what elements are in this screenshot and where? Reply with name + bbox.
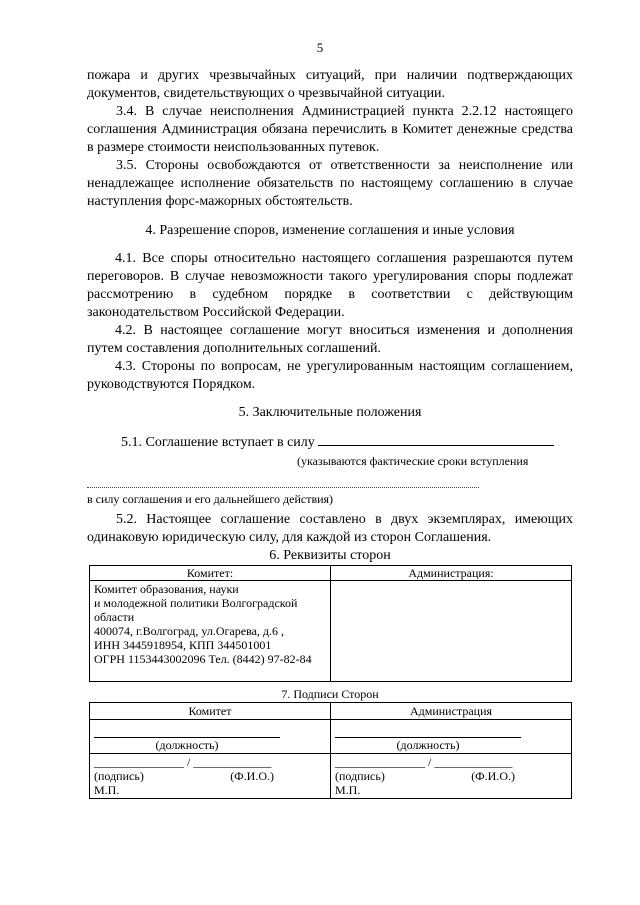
position-blank	[94, 723, 280, 738]
committee-line: ОГРН 1153443002096 Тел. (8442) 97-82-84	[94, 652, 312, 666]
paragraph-4-1: 4.1. Все споры относительно настоящего соглашения разрешаются путем переговоров. В случае невозможности такого урегулирования споры подлежат рассмотрению в судебном порядке в соответствии с действующим законодательством Российской Федерации.	[87, 251, 573, 320]
effective-date-note: (указываются фактические сроки вступления	[297, 454, 529, 468]
sign-labels	[94, 769, 274, 783]
sign-blank: _______________ / _____________	[335, 755, 513, 769]
paragraph-5-1	[87, 432, 573, 452]
requisites-table	[89, 565, 572, 682]
sign-blank: _______________ / _____________	[94, 755, 272, 769]
committee-line: 400074, г.Волгоград, ул.Огарева, д.6 ,	[94, 624, 285, 638]
committee-line: ИНН 3445918954, КПП 344501001	[94, 638, 272, 652]
committee-sign-cell	[90, 754, 331, 799]
stamp-label: М.П.	[335, 783, 361, 797]
paragraph-continuation: пожара и других чрезвычайных ситуаций, при наличии подтверждающих документов, свидетельствующих о чрезвычайной ситуации.	[87, 68, 573, 101]
fio-label: (Ф.И.О.)	[230, 769, 274, 783]
position-label: (должность)	[155, 738, 219, 752]
committee-line: и молодежной политики Волгоградской	[94, 596, 298, 610]
position-blank	[335, 723, 521, 738]
admin-position-cell	[331, 720, 572, 754]
document-body	[87, 67, 573, 799]
committee-line: Комитет образования, науки	[94, 582, 239, 596]
paragraph-3-5: 3.5. Стороны освобождаются от ответственности за неисполнение или ненадлежащее исполнение обязательств по настоящему соглашению в случае наступления форс-мажорных обстоятельств.	[87, 158, 573, 209]
section-5-heading: 5. Заключительные положения	[238, 405, 422, 420]
requisites-committee-cell	[90, 581, 331, 682]
signatures-title: 7. Подписи Сторон	[281, 687, 379, 701]
signatures-header-committee: Комитет	[90, 703, 331, 720]
stamp-label: М.П.	[94, 783, 120, 797]
signatures-table	[89, 702, 572, 799]
requisites-header-admin: Администрация:	[331, 566, 572, 581]
paragraph-5-2: 5.2. Настоящее соглашение составлено в двух экземплярах, имеющих одинаковую юридическую силу, для каждой из сторон Соглашения.	[87, 512, 573, 545]
requisites-header-committee: Комитет:	[90, 566, 331, 581]
signatures-header-admin: Администрация	[331, 703, 572, 720]
paragraph-4-2: 4.2. В настоящее соглашение могут вноситься изменения и дополнения путем составления дополнительных соглашений.	[87, 323, 573, 356]
requisites-title: 6. Реквизиты сторон	[269, 548, 391, 563]
admin-sign-cell	[331, 754, 572, 799]
effective-date-blank	[318, 432, 554, 446]
committee-position-cell	[90, 720, 331, 754]
effective-date-note-2: в силу соглашения и его дальнейшего действия)	[87, 492, 334, 506]
paragraph-4-3: 4.3. Стороны по вопросам, не урегулированным настоящим соглашением, руководствуются Порядком.	[87, 359, 573, 392]
position-label: (должность)	[396, 738, 460, 752]
fio-label: (Ф.И.О.)	[471, 769, 515, 783]
sign-labels	[335, 769, 515, 783]
effective-date-blank-2	[87, 475, 479, 488]
section-4-heading: 4. Разрешение споров, изменение соглашения и иные условия	[145, 223, 515, 238]
committee-line: области	[94, 610, 135, 624]
requisites-admin-cell	[331, 581, 572, 682]
paragraph-3-4: 3.4. В случае неисполнения Администрацией пункта 2.2.12 настоящего соглашения Администрация обязана перечислить в Комитет денежные средства в размере стоимости неиспользованных путевок.	[87, 104, 573, 155]
paragraph-5-1-text: 5.1. Соглашение вступает в силу	[121, 435, 315, 450]
sign-label: (подпись)	[335, 769, 385, 783]
sign-label: (подпись)	[94, 769, 144, 783]
page-number: 5	[316, 40, 324, 55]
